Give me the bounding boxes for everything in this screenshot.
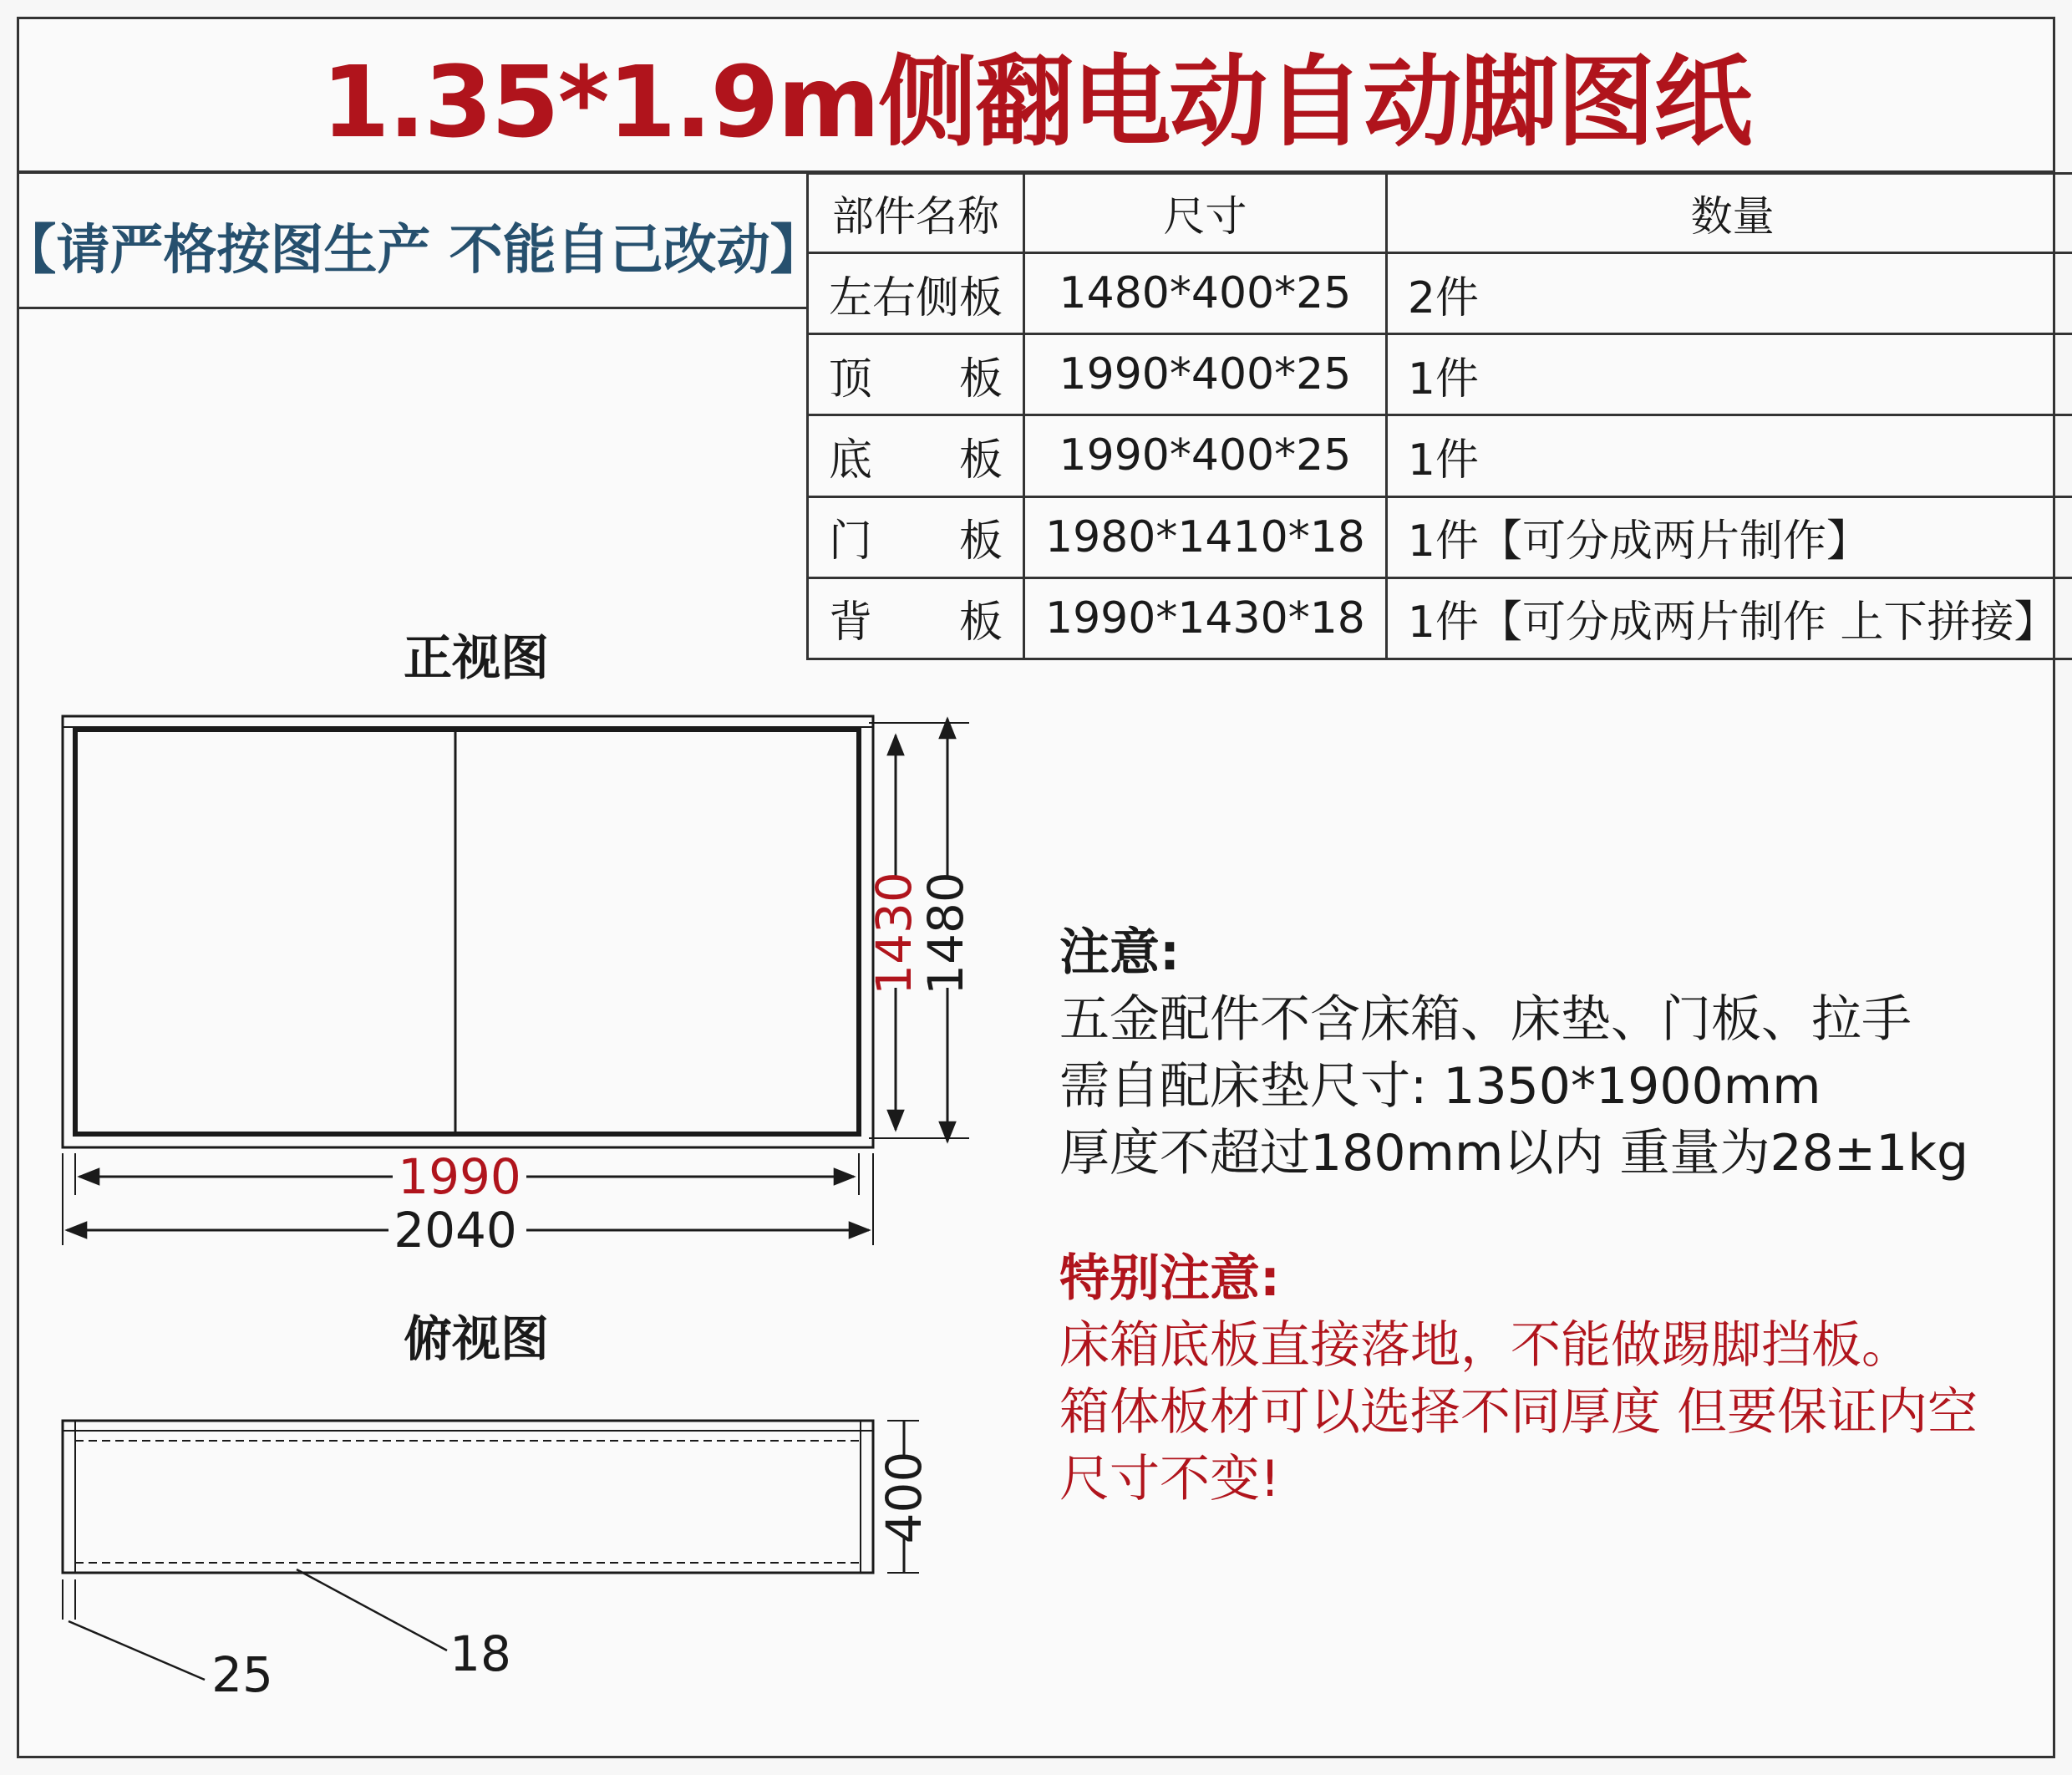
dim-depth-label: 400 — [876, 1451, 932, 1544]
part-name: 左右侧板 — [808, 253, 1024, 334]
dim-outer-height-label: 1480 — [917, 872, 974, 995]
dim-inner-height-label: 1430 — [866, 872, 922, 995]
cabinet-outer-outline — [63, 716, 873, 1147]
back-thickness-leader — [297, 1569, 447, 1650]
header-size: 尺寸 — [1024, 174, 1387, 253]
special-notes-line: 尺寸不变! — [1059, 1450, 1281, 1508]
production-notice: 【请严格按图生产 不能自己改动】 — [18, 184, 808, 309]
notes-block — [1059, 919, 2045, 1187]
header-part-name: 部件名称 — [808, 174, 1024, 253]
notes-heading: 注意: — [1059, 923, 1180, 982]
front-view-label: 正视图 — [404, 629, 550, 686]
part-qty: 1件 — [1386, 415, 2072, 496]
part-size: 1990*400*25 — [1024, 334, 1387, 415]
special-notes-heading: 特别注意: — [1059, 1249, 1280, 1308]
dim-inner-width-label: 1990 — [398, 1148, 521, 1205]
part-name: 顶 板 — [808, 334, 1024, 415]
page-title: 1.35*1.9m侧翻电动自动脚图纸 — [321, 44, 1751, 160]
part-size: 1980*1410*18 — [1024, 496, 1387, 577]
notes-line: 厚度不超过180mm以内 重量为28±1kg — [1059, 1124, 1969, 1182]
part-size: 1990*1430*18 — [1024, 577, 1387, 659]
part-qty: 2件 — [1386, 253, 2072, 334]
side-thickness-leader — [69, 1621, 205, 1680]
special-notes-line: 床箱底板直接落地，不能做踢脚挡板。 — [1059, 1316, 1912, 1375]
dim-outer-width-label: 2040 — [394, 1202, 517, 1259]
part-name: 门 板 — [808, 496, 1024, 577]
part-size: 1480*400*25 — [1024, 253, 1387, 334]
notes-line: 五金配件不含床箱、床垫、门板、拉手 — [1059, 990, 1912, 1049]
front-view-drawing — [63, 716, 974, 1259]
special-notes-block — [1059, 1245, 2054, 1513]
part-qty: 1件 — [1386, 334, 2072, 415]
part-name: 底 板 — [808, 415, 1024, 496]
top-view-drawing — [63, 1421, 932, 1703]
part-name: 背 板 — [808, 577, 1024, 659]
part-qty: 1件【可分成两片制作 上下拼接】 — [1386, 577, 2072, 659]
top-view-outline — [63, 1421, 873, 1573]
dim-side-thickness-label: 25 — [211, 1646, 273, 1703]
header-quantity: 数量 — [1386, 174, 2072, 253]
part-size: 1990*400*25 — [1024, 415, 1387, 496]
notes-line: 需自配床垫尺寸: 1350*1900mm — [1059, 1057, 1821, 1116]
top-view-label: 俯视图 — [404, 1310, 550, 1367]
special-notes-line: 箱体板材可以选择不同厚度 但要保证内空 — [1059, 1383, 1978, 1442]
part-qty: 1件【可分成两片制作】 — [1386, 496, 2072, 577]
door-panel-outline — [75, 730, 859, 1134]
dim-back-thickness-label: 18 — [449, 1625, 511, 1682]
